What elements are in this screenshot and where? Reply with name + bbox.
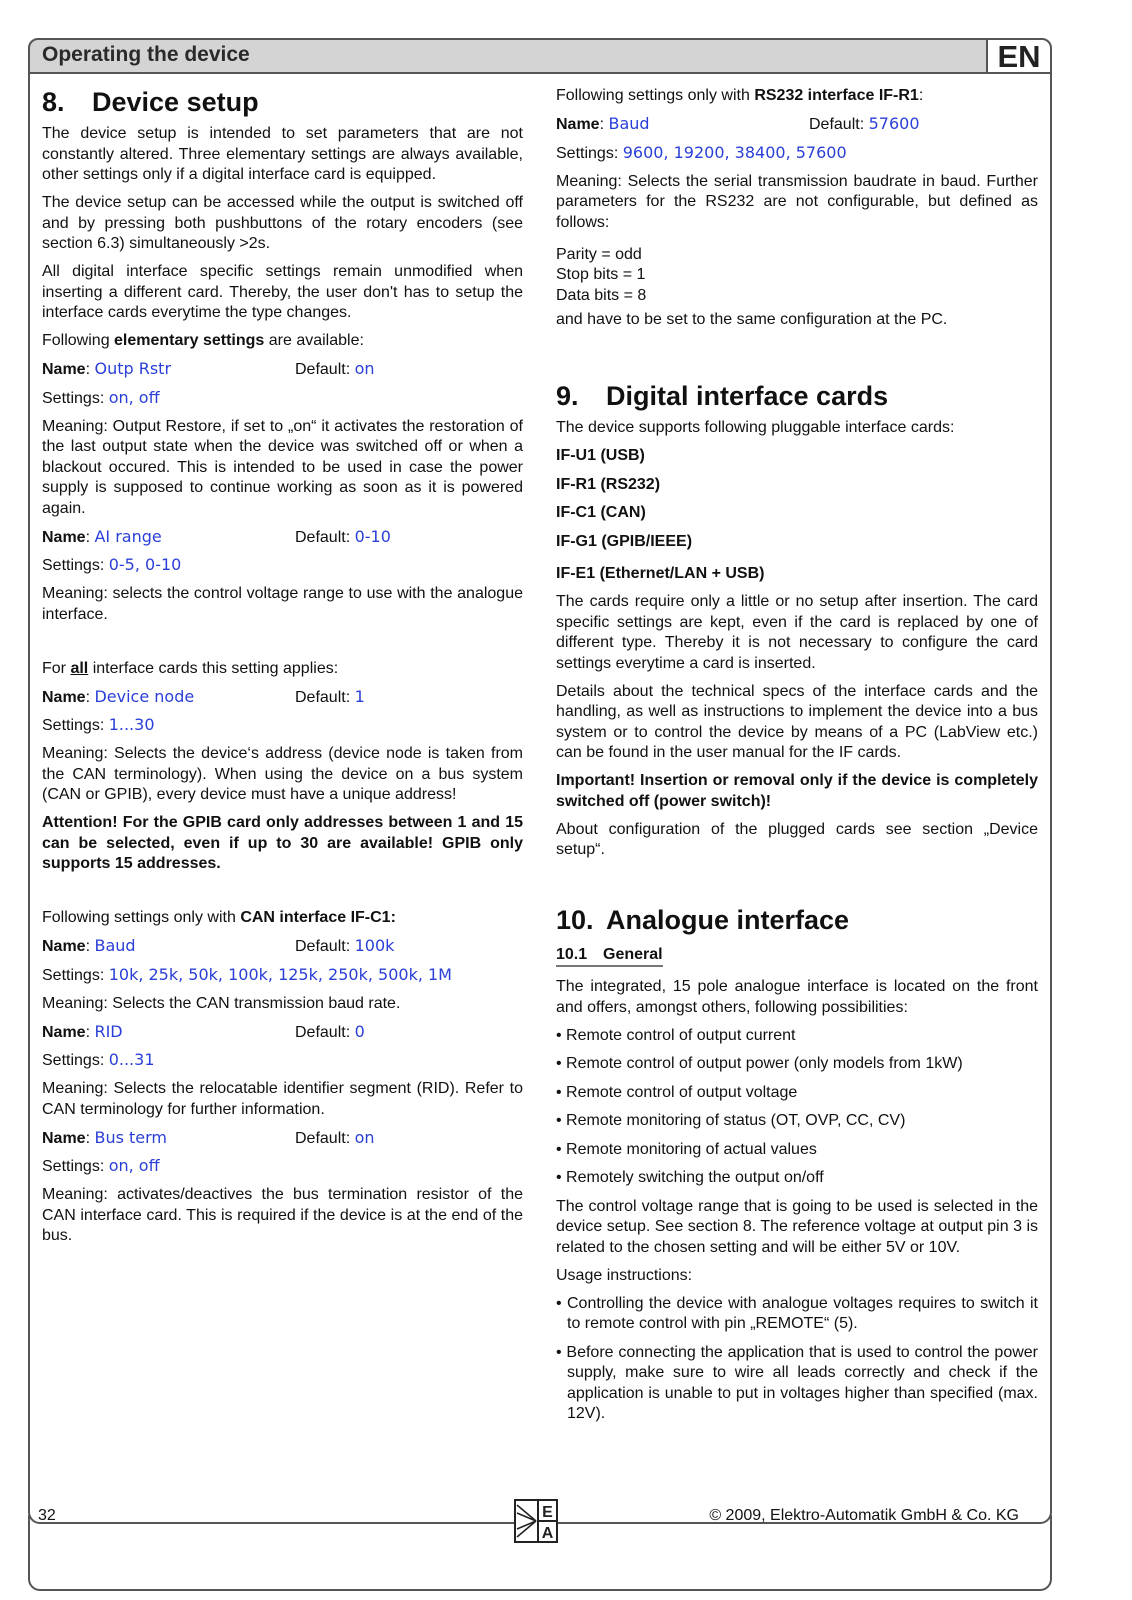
paragraph: Following elementary settings are available:: [42, 332, 364, 349]
paragraph: Following settings only with CAN interface IF-C1:: [42, 909, 396, 926]
list-item: • Remote control of output voltage: [556, 1083, 798, 1101]
list-item: • Remote control of output current: [556, 1026, 796, 1044]
meaning-text: Meaning: Output Restore, if set to „on“ it activates the restoration of the last output state when the device was switched off or when a blackout occured. This is intended to be used in case the power supply is supposed to continue working as soon as it is powered again.: [42, 417, 523, 517]
paragraph: and have to be set to the same configuration at the PC.: [556, 311, 948, 328]
data-bits-line: Data bits = 8: [556, 286, 647, 304]
settings-line: Settings: 0...31: [42, 1050, 155, 1069]
right-column: [556, 86, 1038, 1433]
paragraph: Following settings only with RS232 interface IF-R1:: [556, 87, 924, 104]
setting-name-row: Name: Baud Default: 57600: [556, 114, 920, 133]
page-header-title: Operating the device: [42, 43, 250, 66]
important-note: Important! Insertion or removal only if the device is completely switched off (power switch)!: [556, 772, 1038, 810]
paragraph: The integrated, 15 pole analogue interface is located on the front and offers, amongst others, following possibilities:: [556, 978, 1038, 1016]
section-9-heading: 9. Digital interface cards: [556, 381, 889, 411]
language-badge: EN: [986, 38, 1052, 74]
list-item: • Before connecting the application that is used to control the power supply, make sure to wire all leads correctly and check if the application is unable to put in voltages higher than specified (max. 12V).: [556, 1343, 1038, 1422]
setting-name-row: Name: Baud Default: 100k: [42, 936, 395, 955]
section-10-1-heading: 10.1 General: [556, 946, 663, 967]
settings-line: Settings: 1...30: [42, 715, 155, 734]
meaning-text: Meaning: Selects the relocatable identifier segment (RID). Refer to CAN terminology for further information.: [42, 1080, 523, 1118]
list-item: • Remotely switching the output on/off: [556, 1169, 824, 1186]
paragraph: Details about the technical specs of the interface cards and the handling, as well as instructions to implement the device into a bus system or to control the device by means of a PC (LabView etc.) can be found in the user manual for the IF cards.: [556, 682, 1038, 761]
paragraph: About configuration of the plugged cards see section „Device setup“.: [556, 820, 1038, 858]
paragraph: The device setup is intended to set parameters that are not constantly altered. Three elementary settings are always available, other settings only if a digital interface card is equipped.: [42, 125, 523, 183]
card-item: IF-R1 (RS232): [556, 475, 661, 493]
meaning-text: Meaning: Selects the device‘s address (device node is taken from the CAN terminology). When using the device on a bus system (CAN or GPIB), every device must have a unique address!: [42, 745, 523, 803]
settings-line: Settings: on, off: [42, 1156, 160, 1175]
meaning-text: Meaning: Selects the serial transmission baudrate in baud. Further parameters for the RS232 are not configurable, but defined as follows:: [556, 172, 1038, 231]
settings-line: Settings: 9600, 19200, 38400, 57600: [556, 142, 847, 162]
setting-name-row: Name: AI range Default: 0-10: [42, 526, 391, 546]
section-10-heading: 10. Analogue interface: [556, 905, 850, 935]
paragraph: For all interface cards this setting applies:: [42, 659, 339, 677]
paragraph: The cards require only a little or no setup after insertion. The card specific settings are kept, even if the card is replaced by one of different type. Thereby it is not necessary to configure the card settings everytime a card is inserted.: [556, 593, 1038, 672]
card-item: IF-U1 (USB): [556, 447, 645, 464]
card-item: IF-G1 (GPIB/IEEE): [556, 532, 693, 550]
meaning-text: Meaning: Selects the CAN transmission baud rate.: [42, 994, 401, 1012]
svg-text:E: E: [542, 1504, 553, 1521]
card-item: IF-C1 (CAN): [556, 504, 646, 521]
page-number: 32: [38, 1507, 56, 1524]
left-column: [42, 86, 523, 1254]
setting-name-row: Name: Outp Rstr Default: on: [42, 359, 375, 378]
paragraph: All digital interface specific settings remain unmodified when inserting a different card. Thereby, the user don't has to setup the interface cards everytime the type changes.: [42, 263, 523, 321]
setting-name-row: Name: Bus term Default: on: [42, 1127, 375, 1147]
stop-bits-line: Stop bits = 1: [556, 266, 646, 283]
meaning-text: Meaning: selects the control voltage range to use with the analogue interface.: [42, 585, 523, 623]
paragraph: The device setup can be accessed while the output is switched off and by pressing both pushbuttons of the rotary encoders (see section 6.3) simultaneously >2s.: [42, 194, 523, 252]
section-8-heading: 8. Device setup: [42, 87, 259, 117]
svg-text:A: A: [541, 1525, 554, 1542]
card-item: IF-E1 (Ethernet/LAN + USB): [556, 564, 765, 582]
paragraph: The control voltage range that is going to be used is selected in the device setup. See section 8. The reference voltage at output pin 3 is related to the chosen setting and will be either 5V or 10V.: [556, 1197, 1038, 1256]
list-item: • Remote control of output power (only models from 1kW): [556, 1055, 963, 1072]
attention-note: Attention! For the GPIB card only addresses between 1 and 15 can be selected, even if up to 30 are available! GPIB only supports 15 addresses.: [42, 814, 523, 872]
list-item: • Remote monitoring of status (OT, OVP, CC, CV): [556, 1112, 906, 1129]
paragraph: The device supports following pluggable interface cards:: [556, 419, 955, 436]
list-item: • Controlling the device with analogue voltages requires to switch it to remote control with pin „REMOTE“ (5).: [556, 1294, 1038, 1332]
setting-name-row: Name: Device node Default: 1: [42, 686, 365, 706]
list-item: • Remote monitoring of actual values: [556, 1140, 817, 1158]
meaning-text: Meaning: activates/deactives the bus termination resistor of the CAN interface card. This is required if the device is at the end of the bus.: [42, 1186, 523, 1244]
paragraph: Usage instructions:: [556, 1266, 693, 1284]
ea-logo-icon: [514, 1499, 558, 1543]
settings-line: Settings: 10k, 25k, 50k, 100k, 125k, 250k, 500k, 1M: [42, 964, 452, 984]
settings-line: Settings: 0-5, 0-10: [42, 555, 182, 574]
copyright: © 2009, Elektro-Automatik GmbH & Co. KG: [709, 1507, 1019, 1524]
setting-name-row: Name: RID Default: 0: [42, 1021, 365, 1041]
parity-line: Parity = odd: [556, 245, 642, 263]
settings-line: Settings: on, off: [42, 387, 160, 407]
